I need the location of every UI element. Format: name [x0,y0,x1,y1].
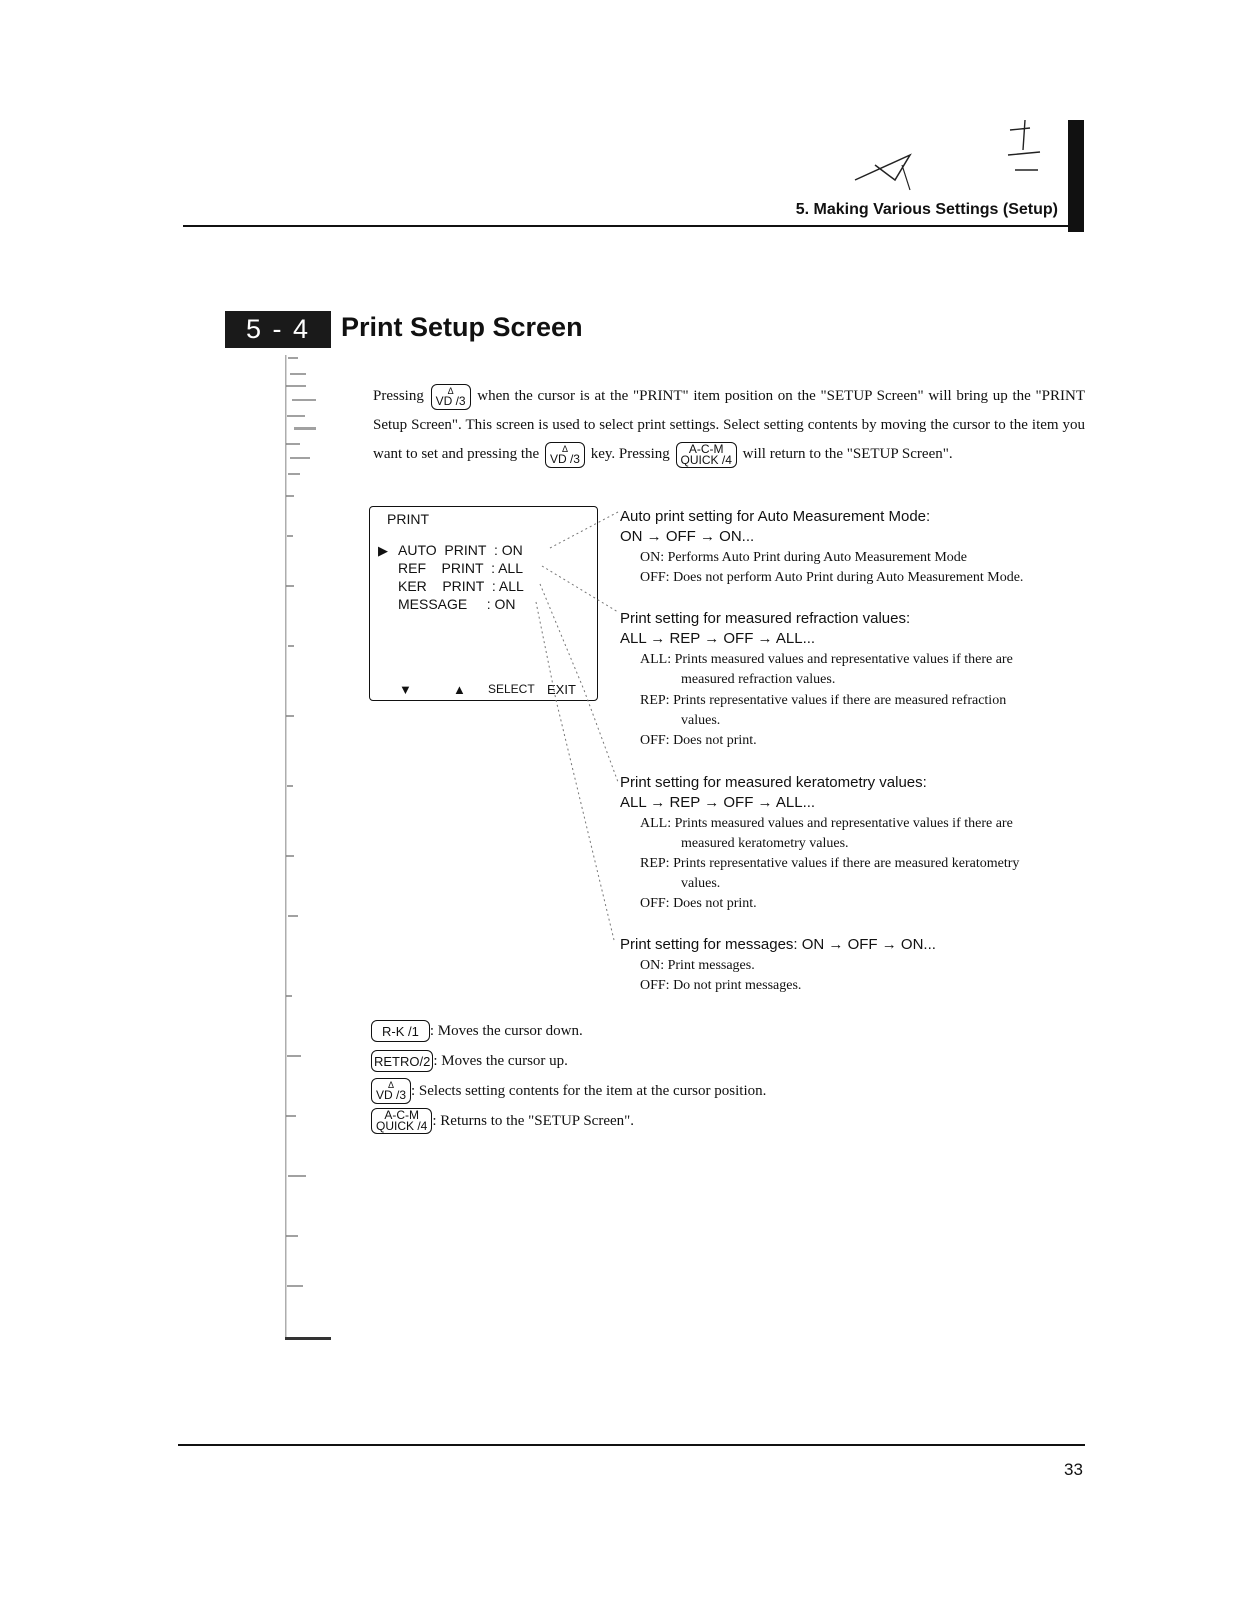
header-rule [183,225,1084,227]
screen-title: PRINT [387,511,429,527]
footer-rule [178,1444,1085,1446]
down-arrow-icon: ▼ [399,682,412,697]
message-on: ON: Print messages. [640,958,755,973]
vd3-key-icon: Δ VD /3 [371,1078,411,1104]
chapter-title: 5. Making Various Settings (Setup) [795,201,1058,218]
acm-quick-key-icon: A-C-M QUICK /4 [371,1108,432,1134]
intro-paragraph [373,382,1085,469]
intro-text-1: Pressing [373,388,424,404]
screen-line-message: MESSAGE : ON [398,596,516,612]
screen-line-ker-print: KER PRINT : ALL [398,578,524,594]
message-off: OFF: Do not print messages. [640,978,802,993]
message-heading: Print setting for messages: ON → OFF → ON... [620,936,936,953]
auto-print-off: OFF: Does not perform Auto Print during Auto Measurement Mode. [640,570,1024,585]
chapter-marker-bar [1068,120,1084,232]
up-arrow-icon: ▲ [453,682,466,697]
rk1-key-icon: R-K /1 [371,1020,430,1042]
screen-line-ref-print: REF PRINT : ALL [398,560,524,576]
section-number-badge: 5 - 4 [225,311,331,348]
vd3-key-icon: Δ VD /3 [545,442,585,468]
key-row-select [371,1078,766,1104]
ref-print-cycle: ALL → REP → OFF → ALL... [620,630,816,647]
section-title: Print Setup Screen [341,312,583,342]
ref-print-off: OFF: Does not print. [640,733,757,748]
acm-quick-key-icon: A-C-M QUICK /4 [676,442,737,468]
key-desc-up: : Moves the cursor up. [433,1052,568,1069]
key-desc-down: : Moves the cursor down. [429,1022,583,1039]
select-label: SELECT [488,682,535,696]
intro-text-2: when the cursor is at the "PRINT" item position on the "SETUP Screen" will bring up the "PRINT Setup Screen". This screen is used to select print settings. Select setting contents by moving the cursor to the item you want to set and pressing the [373,388,1085,462]
ker-print-all: ALL: Prints measured values and representative values if there are [640,816,1013,831]
key-row-exit [371,1108,634,1134]
intro-text-4: will return to the "SETUP Screen". [742,446,953,462]
auto-print-cycle: ON → OFF → ON... [620,528,755,545]
key-row-up [371,1050,568,1072]
header-scribble-mark [840,110,1060,200]
ker-print-heading: Print setting for measured keratometry values: [620,774,927,791]
key-desc-select: : Selects setting contents for the item at the cursor position. [411,1082,767,1099]
ker-print-cycle: ALL → REP → OFF → ALL... [620,794,816,811]
auto-print-on: ON: Performs Auto Print during Auto Measurement Mode [640,550,968,565]
cursor-arrow-icon: ▶ [378,543,388,558]
ref-print-rep: REP: Prints representative values if there are measured refraction [640,693,1007,708]
ker-print-rep: REP: Prints representative values if there are measured keratometry [640,856,1020,871]
ker-print-off: OFF: Does not print. [640,896,757,911]
intro-text-3: key. Pressing [590,446,670,462]
retro2-key-icon: RETRO/2 [371,1050,433,1072]
screen-line-auto-print: AUTO PRINT : ON [398,542,523,558]
key-desc-exit: : Returns to the "SETUP Screen". [432,1112,635,1129]
leader-lines [520,500,630,960]
ker-print-all-cont: measured keratometry values. [681,836,849,851]
key-row-down [371,1020,583,1042]
exit-label: EXIT [547,682,576,697]
ref-print-all-cont: measured refraction values. [681,672,836,687]
ref-print-all: ALL: Prints measured values and representative values if there are [640,652,1013,667]
ker-print-rep-cont: values. [681,876,721,891]
vd3-key-icon: Δ VD /3 [431,384,471,410]
ref-print-rep-cont: values. [681,713,721,728]
ref-print-heading: Print setting for measured refraction values: [620,610,911,627]
page-number: 33 [1064,1460,1083,1479]
auto-print-heading: Auto print setting for Auto Measurement Mode: [620,508,931,525]
scan-edge-texture [284,355,336,1345]
